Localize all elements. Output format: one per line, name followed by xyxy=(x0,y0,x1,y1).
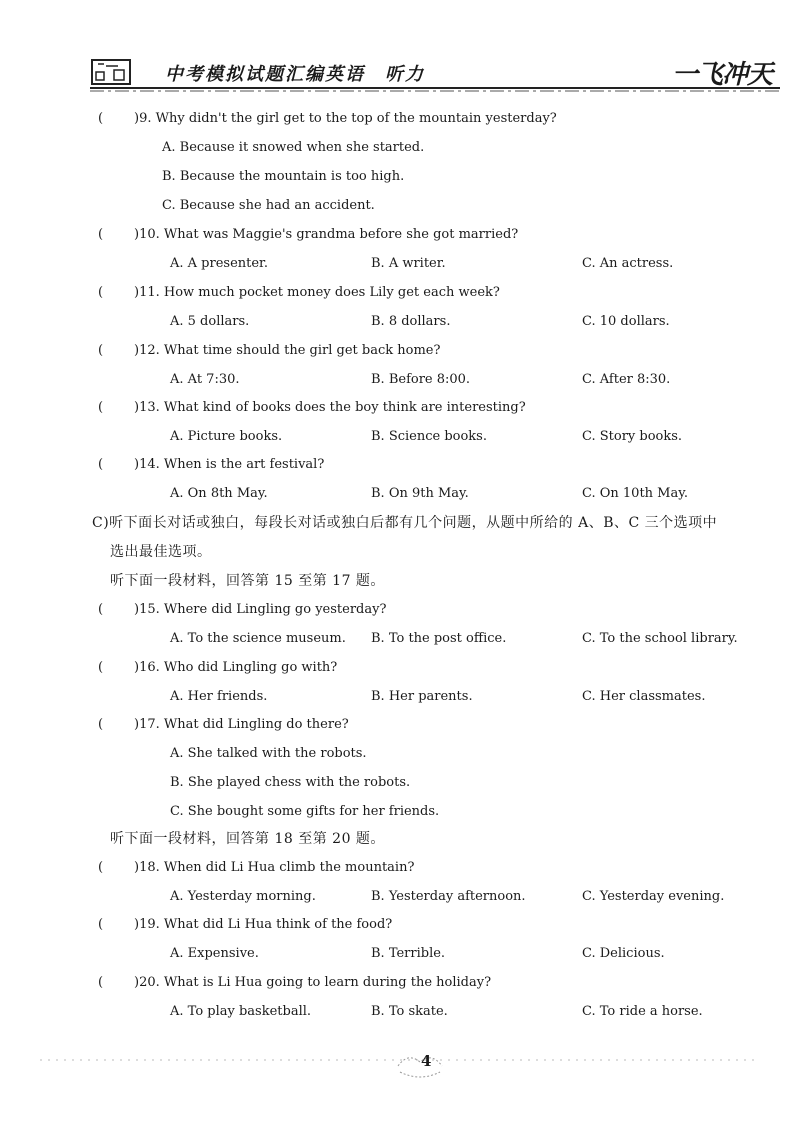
q16-option-a: A. Her friends. xyxy=(170,689,268,704)
q18-option-b: B. Yesterday afternoon. xyxy=(371,889,526,904)
q13-option-a: A. Picture books. xyxy=(170,429,283,444)
q9-option-b: B. Because the mountain is too high. xyxy=(162,169,405,184)
question-20: )20. What is Li Hua going to learn during the holiday? xyxy=(134,975,492,990)
answer-bracket: ( xyxy=(98,343,104,358)
q14-option-b: B. On 9th May. xyxy=(371,486,469,501)
q16-option-b: B. Her parents. xyxy=(371,689,473,704)
q15-option-a: A. To the science museum. xyxy=(170,631,346,646)
q13-option-b: B. Science books. xyxy=(371,429,487,444)
q10-option-a: A. A presenter. xyxy=(170,256,268,271)
question-11: )11. How much pocket money does Lily get each week? xyxy=(134,285,500,300)
question-9: )9. Why didn't the girl get to the top of the mountain yesterday? xyxy=(134,111,557,126)
answer-bracket: ( xyxy=(98,660,104,675)
answer-bracket: ( xyxy=(98,400,104,415)
q17-option-b: B. She played chess with the robots. xyxy=(170,775,411,790)
page-number: 4 xyxy=(421,1052,432,1070)
q11-option-a: A. 5 dollars. xyxy=(170,314,250,329)
q12-option-a: A. At 7:30. xyxy=(170,372,240,387)
question-17: )17. What did Lingling do there? xyxy=(134,717,349,732)
answer-bracket: ( xyxy=(98,602,104,617)
q14-option-a: A. On 8th May. xyxy=(170,486,268,501)
q11-option-b: B. 8 dollars. xyxy=(371,314,451,329)
q19-option-b: B. Terrible. xyxy=(371,946,446,961)
q11-option-c: C. 10 dollars. xyxy=(582,314,670,329)
question-13: )13. What kind of books does the boy think are interesting? xyxy=(134,400,526,415)
q12-option-c: C. After 8:30. xyxy=(582,372,671,387)
q9-option-a: A. Because it snowed when she started. xyxy=(162,140,425,155)
q10-option-c: C. An actress. xyxy=(582,256,674,271)
q17-option-c: C. She bought some gifts for her friends. xyxy=(170,804,440,819)
q20-option-b: B. To skate. xyxy=(371,1004,448,1019)
question-19: )19. What did Li Hua think of the food? xyxy=(134,917,393,932)
section-c-part1-heading: 听下面一段材料，回答第 15 至第 17 题。 xyxy=(110,573,385,589)
section-c-instruction-cont: 选出最佳选项。 xyxy=(110,544,212,560)
question-10: )10. What was Maggie's grandma before she got married? xyxy=(134,227,519,242)
question-12: )12. What time should the girl get back home? xyxy=(134,343,441,358)
q17-option-a: A. She talked with the robots. xyxy=(170,746,367,761)
q18-option-a: A. Yesterday morning. xyxy=(170,889,316,904)
section-c-instruction: C)听下面长对话或独白，每段长对话或独白后都有几个问题，从题中所给的 A、B、C 三个选项中 xyxy=(92,515,718,531)
header-divider xyxy=(90,86,780,92)
question-18: )18. When did Li Hua climb the mountain? xyxy=(134,860,415,875)
q15-option-b: B. To the post office. xyxy=(371,631,507,646)
q13-option-c: C. Story books. xyxy=(582,429,683,444)
q19-option-c: C. Delicious. xyxy=(582,946,665,961)
answer-bracket: ( xyxy=(98,285,104,300)
q9-option-c: C. Because she had an accident. xyxy=(162,198,375,213)
question-16: )16. Who did Lingling go with? xyxy=(134,660,338,675)
answer-bracket: ( xyxy=(98,860,104,875)
q20-option-a: A. To play basketball. xyxy=(170,1004,312,1019)
answer-bracket: ( xyxy=(98,975,104,990)
answer-bracket: ( xyxy=(98,111,104,126)
section-c-part2-heading: 听下面一段材料，回答第 18 至第 20 题。 xyxy=(110,831,385,847)
answer-bracket: ( xyxy=(98,227,104,242)
q18-option-c: C. Yesterday evening. xyxy=(582,889,725,904)
q12-option-b: B. Before 8:00. xyxy=(371,372,471,387)
header-title: 中考模拟试题汇编英语 听力 xyxy=(165,64,425,85)
q10-option-b: B. A writer. xyxy=(371,256,446,271)
header-logo-icon xyxy=(90,56,134,88)
answer-bracket: ( xyxy=(98,457,104,472)
page-number-ornament-icon xyxy=(390,1048,450,1084)
q20-option-c: C. To ride a horse. xyxy=(582,1004,703,1019)
question-15: )15. Where did Lingling go yesterday? xyxy=(134,602,387,617)
answer-bracket: ( xyxy=(98,717,104,732)
question-14: )14. When is the art festival? xyxy=(134,457,325,472)
q15-option-c: C. To the school library. xyxy=(582,631,738,646)
page-header xyxy=(0,0,800,100)
q16-option-c: C. Her classmates. xyxy=(582,689,706,704)
q14-option-c: C. On 10th May. xyxy=(582,486,688,501)
brand-logo: 一飞冲天 xyxy=(671,60,772,90)
q19-option-a: A. Expensive. xyxy=(170,946,259,961)
answer-bracket: ( xyxy=(98,917,104,932)
